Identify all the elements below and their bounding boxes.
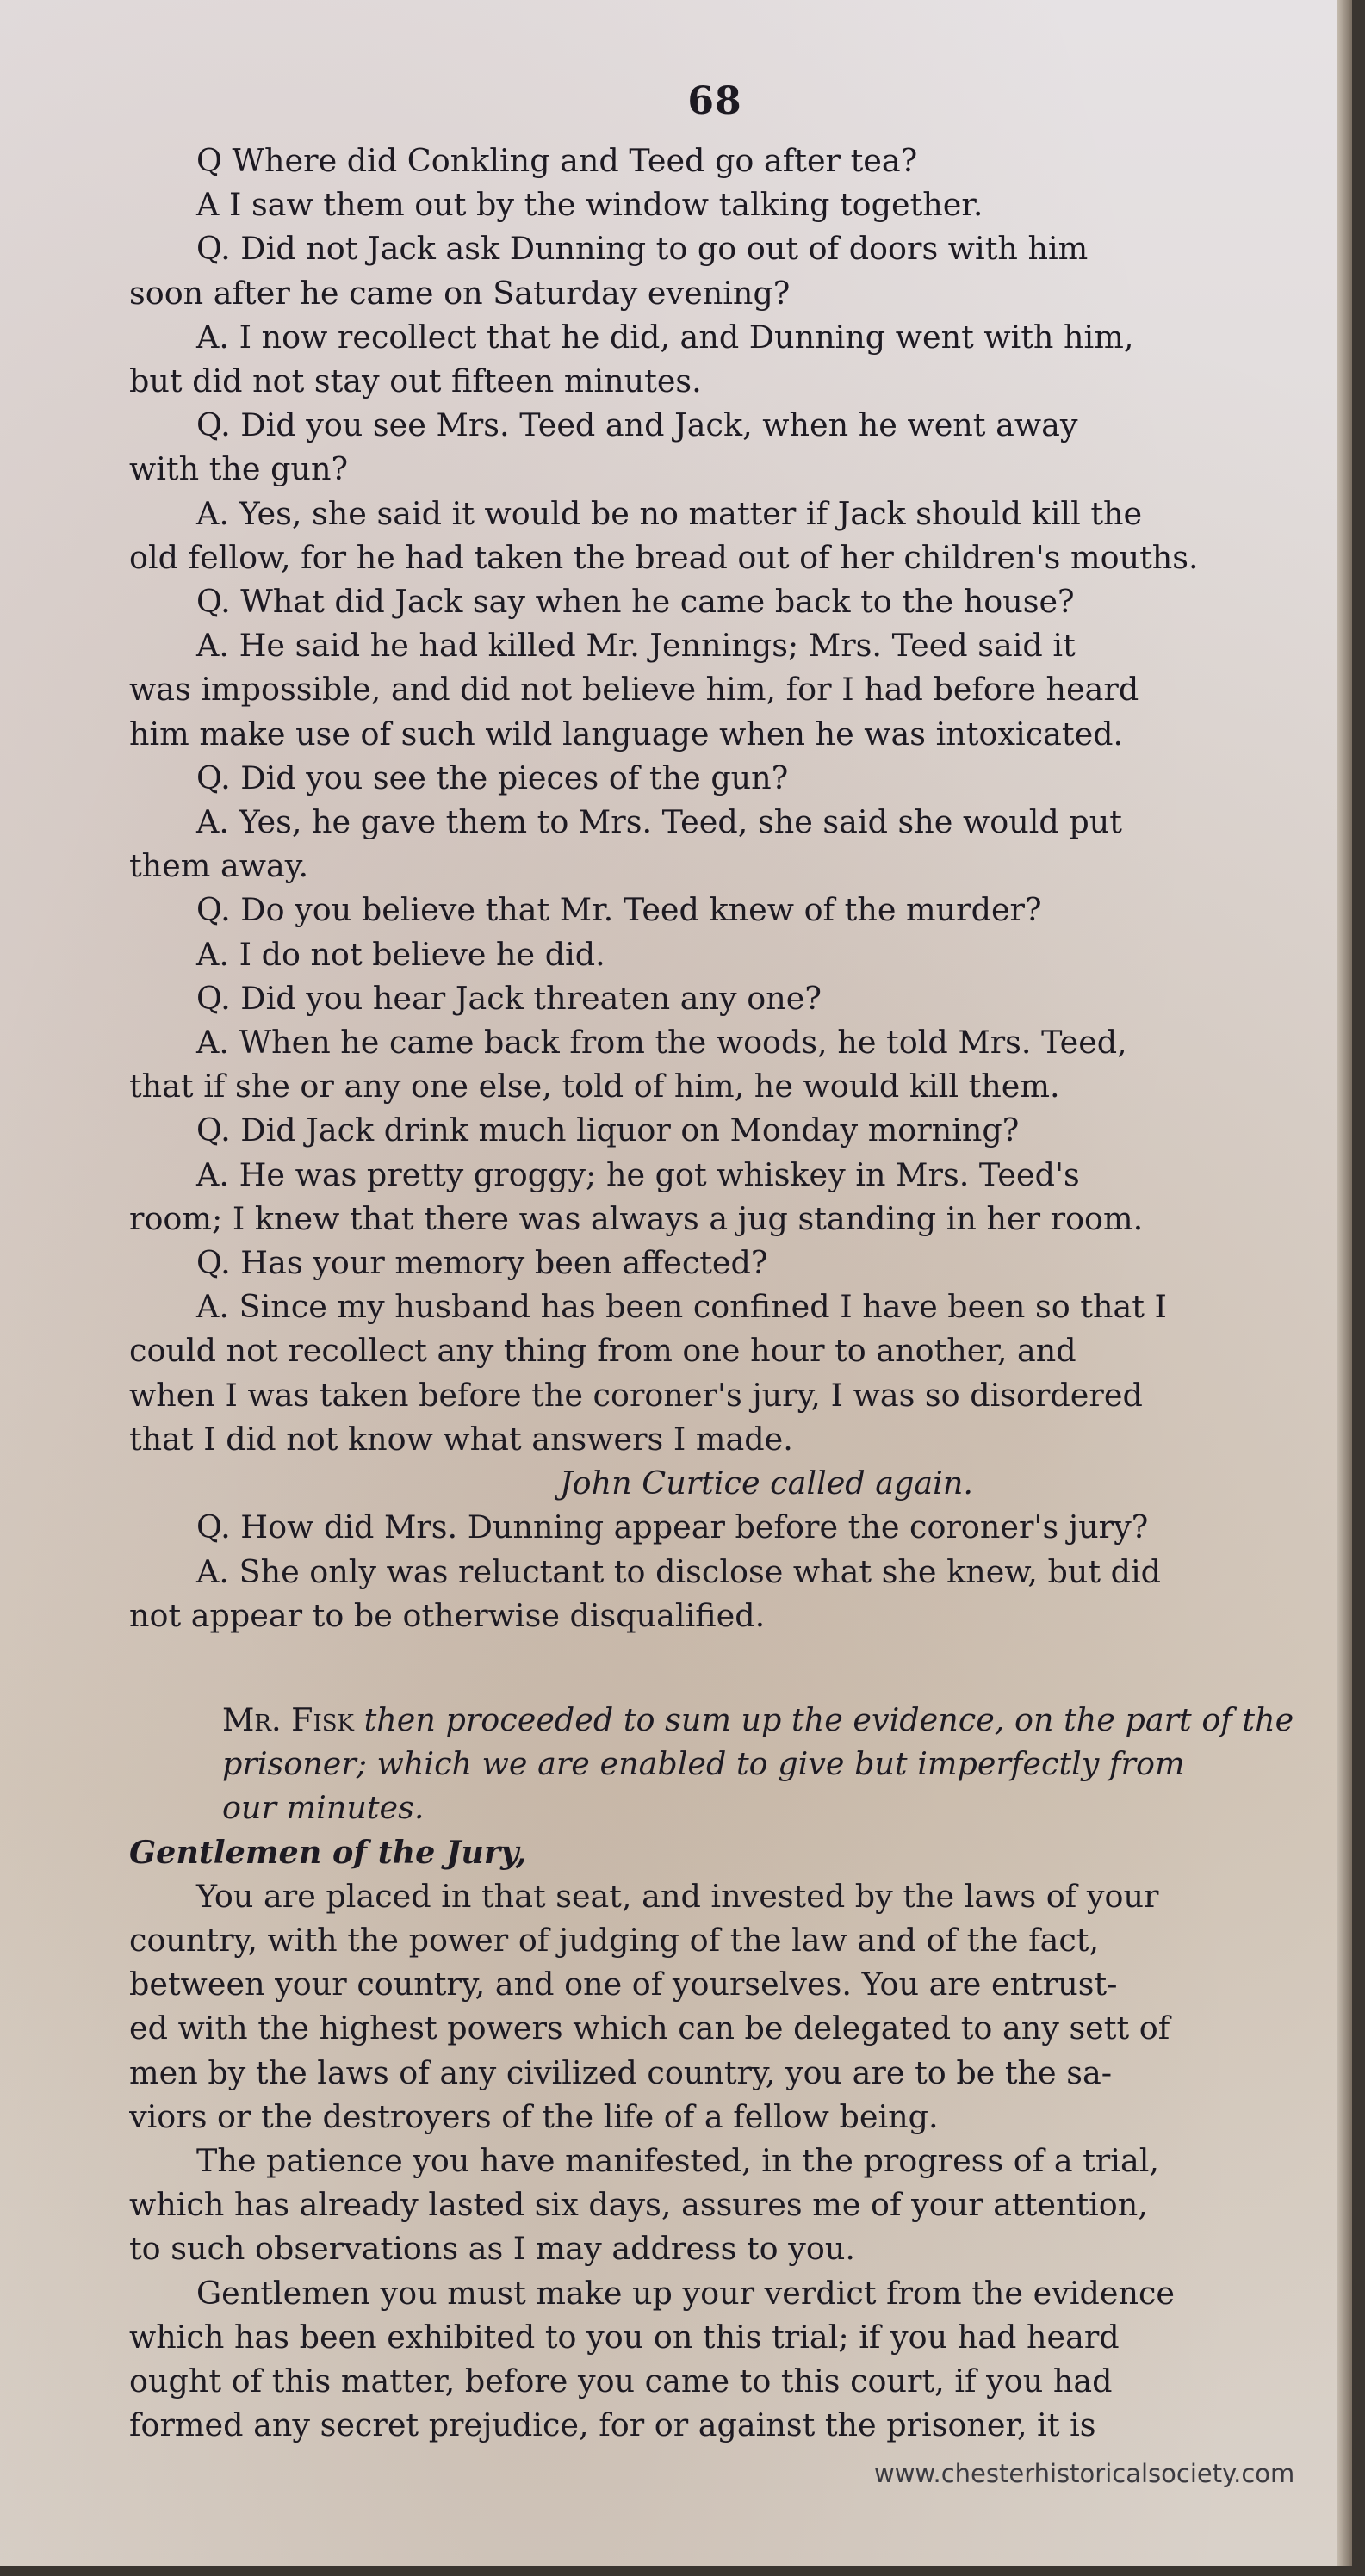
text-line: Q. Do you believe that Mr. Teed knew of the murder? xyxy=(196,891,1042,929)
text-line: A. I do not believe he did. xyxy=(196,935,605,973)
address-line: which has been exhibited to you on this trial; if you had heard xyxy=(129,2318,1120,2356)
address-block xyxy=(129,1874,1300,2448)
text-line: not appear to be otherwise disqualified. xyxy=(129,1596,766,1634)
address-line: country, with the power of judging of the law and of the fact, xyxy=(129,1921,1100,1959)
text-line: Q. Did not Jack ask Dunning to go out of doors with him xyxy=(196,230,1089,268)
address-line: formed any secret prejudice, for or against the prisoner, it is xyxy=(129,2406,1096,2444)
section-gap xyxy=(129,1638,1300,1698)
text-line: A. I now recollect that he did, and Dunning went with him, xyxy=(196,318,1134,356)
text-line: A I saw them out by the window talking together. xyxy=(196,186,983,224)
text-line: could not recollect any thing from one hour to another, and xyxy=(129,1332,1076,1370)
address-line: ought of this matter, before you came to this court, if you had xyxy=(129,2362,1113,2400)
address-line: ed with the highest powers which can be delegated to any sett of xyxy=(129,2009,1170,2047)
text-line: Q. Did you see Mrs. Teed and Jack, when he went away xyxy=(196,406,1078,444)
text-line: Q. What did Jack say when he came back to the house? xyxy=(196,583,1075,621)
text-line: A. Yes, he gave them to Mrs. Teed, she said she would put xyxy=(196,803,1122,841)
page-edge xyxy=(1337,0,1352,2566)
text-line: John Curtice called again. xyxy=(560,1464,973,1502)
text-line: soon after he came on Saturday evening? xyxy=(129,274,791,312)
text-line: Q. Did you hear Jack threaten any one? xyxy=(196,979,822,1017)
text-line: was impossible, and did not believe him, for I had before heard xyxy=(129,671,1139,709)
summary-intro-line-1 xyxy=(129,1698,1300,1742)
text-line: A. Yes, she said it would be no matter if Jack should kill the xyxy=(196,494,1143,532)
address-line: which has already lasted six days, assures me of your attention, xyxy=(129,2186,1148,2224)
text-line: old fellow, for he had taken the bread out of her children's mouths. xyxy=(129,538,1199,576)
text-line: with the gun? xyxy=(129,450,349,488)
text-line: that I did not know what answers I made. xyxy=(129,1420,793,1458)
address-line: Gentlemen you must make up your verdict from the evidence xyxy=(196,2274,1176,2312)
address-line: The patience you have manifested, in the progress of a trial, xyxy=(196,2141,1160,2179)
text-line: room; I knew that there was always a jug standing in her room. xyxy=(129,1199,1144,1237)
text-line: that if she or any one else, told of him, he would kill them. xyxy=(129,1068,1060,1105)
address-line: between your country, and one of yourselves. You are entrust- xyxy=(129,1966,1118,2003)
text-line: but did not stay out fifteen minutes. xyxy=(129,362,702,400)
address-line: to such observations as I may address to you. xyxy=(129,2230,855,2268)
text-line: him make use of such wild language when he was intoxicated. xyxy=(129,715,1124,752)
text-line: them away. xyxy=(129,847,309,885)
text-line: Q. How did Mrs. Dunning appear before the coroner's jury? xyxy=(196,1508,1149,1546)
text-line: A. She only was reluctant to disclose what she knew, but did xyxy=(196,1552,1162,1590)
text-line: when I was taken before the coroner's jury, I was so disordered xyxy=(129,1376,1143,1414)
text-line: A. He said he had killed Mr. Jennings; Mrs. Teed said it xyxy=(196,627,1076,665)
summary-intro-text: then proceeded to sum up the evidence, on the part of the xyxy=(354,1700,1294,1738)
text-line: Q. Did Jack drink much liquor on Monday morning? xyxy=(196,1112,1020,1149)
address-line: viors or the destroyers of the life of a fellow being. xyxy=(129,2097,939,2135)
summary-intro-line-3: our minutes. xyxy=(222,1789,425,1827)
text-line: Q. Has your memory been affected? xyxy=(196,1244,768,1282)
text-line: Q Where did Conkling and Teed go after tea? xyxy=(196,142,918,179)
address-line: You are placed in that seat, and invested by the laws of your xyxy=(196,1877,1159,1915)
text-line: A. He was pretty groggy; he got whiskey in Mrs. Teed's xyxy=(196,1155,1080,1193)
text-line: A. Since my husband has been confined I have been so that I xyxy=(196,1288,1167,1326)
salutation: Gentlemen of the Jury, xyxy=(129,1833,527,1871)
address-line: men by the laws of any civilized country, you are to be the sa- xyxy=(129,2053,1113,2091)
page-number: 68 xyxy=(687,79,742,123)
text-line: Q. Did you see the pieces of the gun? xyxy=(196,759,789,796)
summary-intro-line-2: prisoner; which we are enabled to give but imperfectly from xyxy=(222,1745,1185,1783)
page-content xyxy=(129,79,1300,2447)
testimony-block xyxy=(129,139,1300,1638)
speaker-name: Mr. Fisk xyxy=(222,1700,354,1738)
text-line: A. When he came back from the woods, he told Mrs. Teed, xyxy=(196,1024,1127,1062)
watermark: www.chesterhistoricalsociety.com xyxy=(874,2459,1295,2488)
